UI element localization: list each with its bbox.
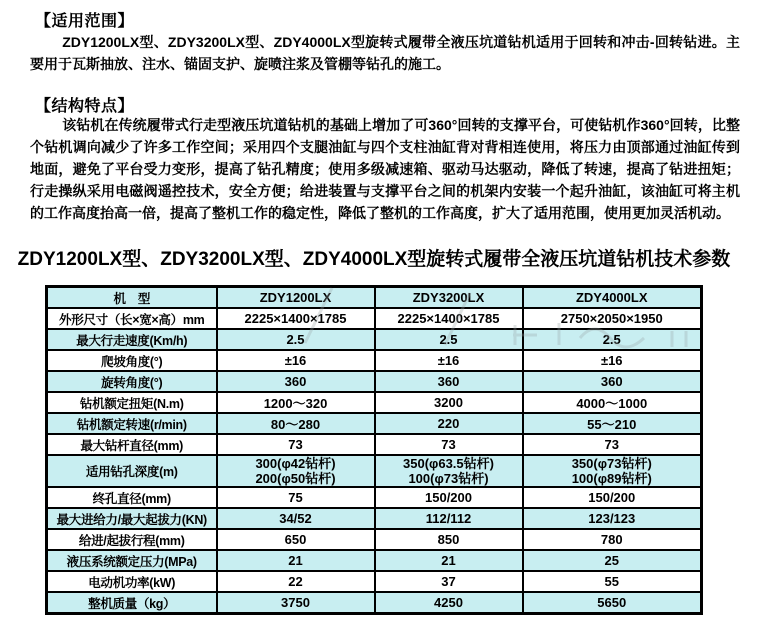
param-value-line: 300(φ42钻杆) [255,456,336,471]
param-value: 150/200 [523,487,702,508]
param-value: 2.5 [217,329,375,350]
param-label: 爬坡角度(°) [47,350,217,371]
column-header-zdy4000lx: ZDY4000LX [523,287,702,309]
table-row-feed-stroke [47,529,702,550]
param-value: 80～280 [217,413,375,434]
param-value: 360 [375,371,523,392]
param-label: 给进/起拔行程(mm) [47,529,217,550]
param-value: ±16 [375,350,523,371]
spec-table-title: ZDY1200LX型、ZDY3200LX型、ZDY4000LX型旋转式履带全液压坑道钻机技术参数 [17,249,731,270]
param-value: 73 [523,434,702,455]
param-value: 2.5 [375,329,523,350]
param-value-line: 200(φ50钻杆) [255,471,336,486]
param-label: 旋转角度(°) [47,371,217,392]
application-scope-paragraph: ZDY1200LX型、ZDY3200LX型、ZDY4000LX型旋转式履带全液压坑道钻机适用于回转和冲击-回转钻进。主要用于瓦斯抽放、注水、锚固支护、旋喷注浆及管棚等钻孔的施工。 [30,34,740,72]
column-header-zdy1200lx: ZDY1200LX [217,287,375,309]
param-value-line: 350(φ73钻杆) [571,456,652,471]
param-value: ±16 [523,350,702,371]
param-value [375,455,523,487]
param-label: 钻机额定转速(r/min) [47,413,217,434]
table-row-rated-torque [47,392,702,413]
param-value: 55 [523,571,702,592]
param-value: 3750 [217,592,375,614]
param-label: 钻机额定扭矩(N.m) [47,392,217,413]
table-row-travel-speed [47,329,702,350]
param-value-line: 100(φ73钻杆) [408,471,489,486]
section-heading-application-scope: 【适用范围】 [35,13,135,30]
param-label: 整机质量（kg） [47,592,217,614]
table-header-row [47,287,702,309]
param-value: 2225×1400×1785 [217,308,375,329]
column-header-zdy3200lx: ZDY3200LX [375,287,523,309]
technical-parameters-table [45,285,703,615]
table-row-max-rod-diameter [47,434,702,455]
param-value: 220 [375,413,523,434]
param-label: 最大进给力/最大起拔力(KN) [47,508,217,529]
param-value: 22 [217,571,375,592]
param-label: 电动机功率(kW) [47,571,217,592]
param-value [217,455,375,487]
param-value: 34/52 [217,508,375,529]
param-value: 360 [217,371,375,392]
param-value: 25 [523,550,702,571]
param-label: 终孔直径(mm) [47,487,217,508]
param-value: 21 [217,550,375,571]
table-row-final-hole-diameter [47,487,702,508]
param-value [523,455,702,487]
param-value: 55～210 [523,413,702,434]
param-value: 4000～1000 [523,392,702,413]
param-value: 73 [217,434,375,455]
table-row-dimensions [47,308,702,329]
param-value: 112/112 [375,508,523,529]
param-label: 最大钻杆直径(mm) [47,434,217,455]
table-row-climb-angle [47,350,702,371]
param-value: 5650 [523,592,702,614]
param-value-line: 350(φ63.5钻杆) [403,456,494,471]
param-value: 2.5 [523,329,702,350]
param-value: 850 [375,529,523,550]
param-value: 2225×1400×1785 [375,308,523,329]
param-value: 75 [217,487,375,508]
param-value: 150/200 [375,487,523,508]
structure-features-paragraph: 该钻机在传统履带式行走型液压坑道钻机的基础上增加了可360°回转的支撑平台，可使钻机作360°回转，比整个钻机调向减少了许多工作空间；采用四个支腿油缸与四个支柱油缸背对背相连使用，将压力由顶部通过油缸传到地面，避免了平台受力变形，提高了钻孔精度；使用多级减速箱、驱动马达驱动，降低了转速，提高了钻进扭矩；行走操纵采用电磁阀遥控技术，安全方便；给进装置与支撑平台之间的机架内安装一个起升油缸，该油缸可将主机的工作高度抬高一倍，提高了整机工作的稳定性，降低了整机的工作高度，扩大了适用范围，使用更加灵活机动。 [30,117,740,221]
table-row-motor-power [47,571,702,592]
param-value: 780 [523,529,702,550]
param-value: 650 [217,529,375,550]
param-value: 3200 [375,392,523,413]
table-row-hydraulic-pressure [47,550,702,571]
table-row-drilling-depth [47,455,702,487]
param-label: 外形尺寸（长×宽×高）mm [47,308,217,329]
param-value: 2750×2050×1950 [523,308,702,329]
param-value: ±16 [217,350,375,371]
param-value: 360 [523,371,702,392]
param-value: 21 [375,550,523,571]
table-row-feed-pull-force [47,508,702,529]
table-row-rated-speed [47,413,702,434]
param-value-line: 100(φ89钻杆) [571,471,652,486]
table-row-total-weight [47,592,702,614]
param-label: 最大行走速度(Km/h) [47,329,217,350]
section-heading-structure-features: 【结构特点】 [35,98,135,115]
param-value: 37 [375,571,523,592]
column-header-model: 机 型 [47,287,217,309]
param-label: 液压系统额定压力(MPa) [47,550,217,571]
param-value: 73 [375,434,523,455]
param-value: 1200～320 [217,392,375,413]
param-value: 123/123 [523,508,702,529]
param-label: 适用钻孔深度(m) [47,455,217,487]
param-value: 4250 [375,592,523,614]
table-row-rotation-angle [47,371,702,392]
